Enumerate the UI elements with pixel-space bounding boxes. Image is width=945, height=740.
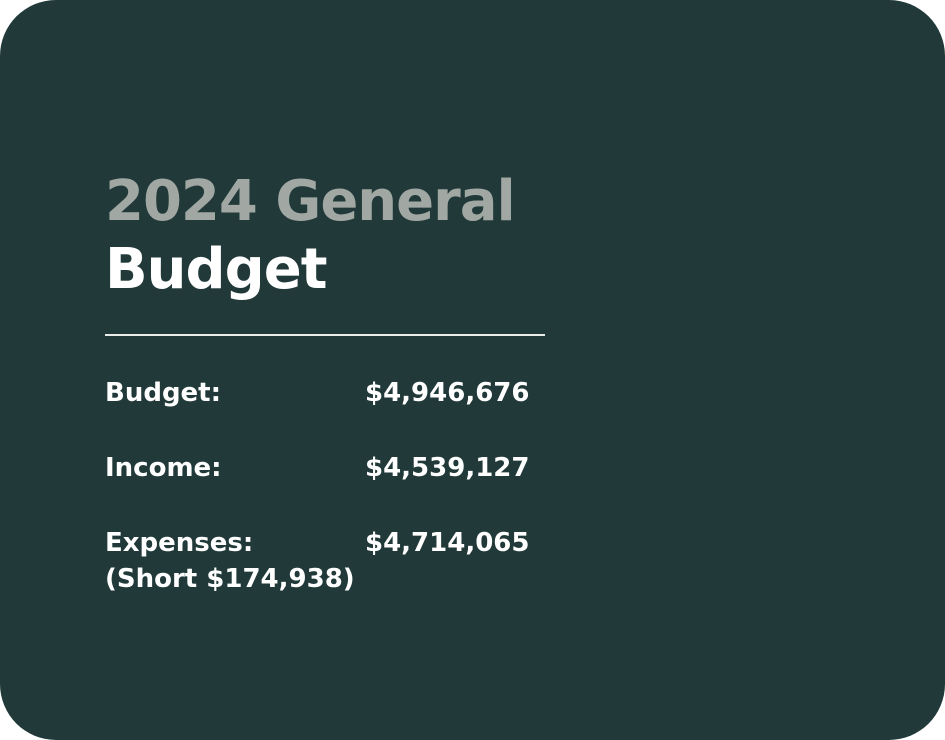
expenses-value: $4,714,065 xyxy=(365,528,530,558)
income-value: $4,539,127 xyxy=(365,453,530,483)
expenses-label: Expenses: xyxy=(105,528,254,558)
budget-label: Budget: xyxy=(105,378,222,408)
title-line-1: 2024 General xyxy=(105,169,515,234)
budget-value: $4,946,676 xyxy=(365,378,530,408)
title-divider xyxy=(105,334,545,336)
page-title xyxy=(105,168,515,304)
title-line-2: Budget xyxy=(105,237,327,302)
shortfall-note: (Short $174,938) xyxy=(105,564,355,594)
income-label: Income: xyxy=(105,453,222,483)
